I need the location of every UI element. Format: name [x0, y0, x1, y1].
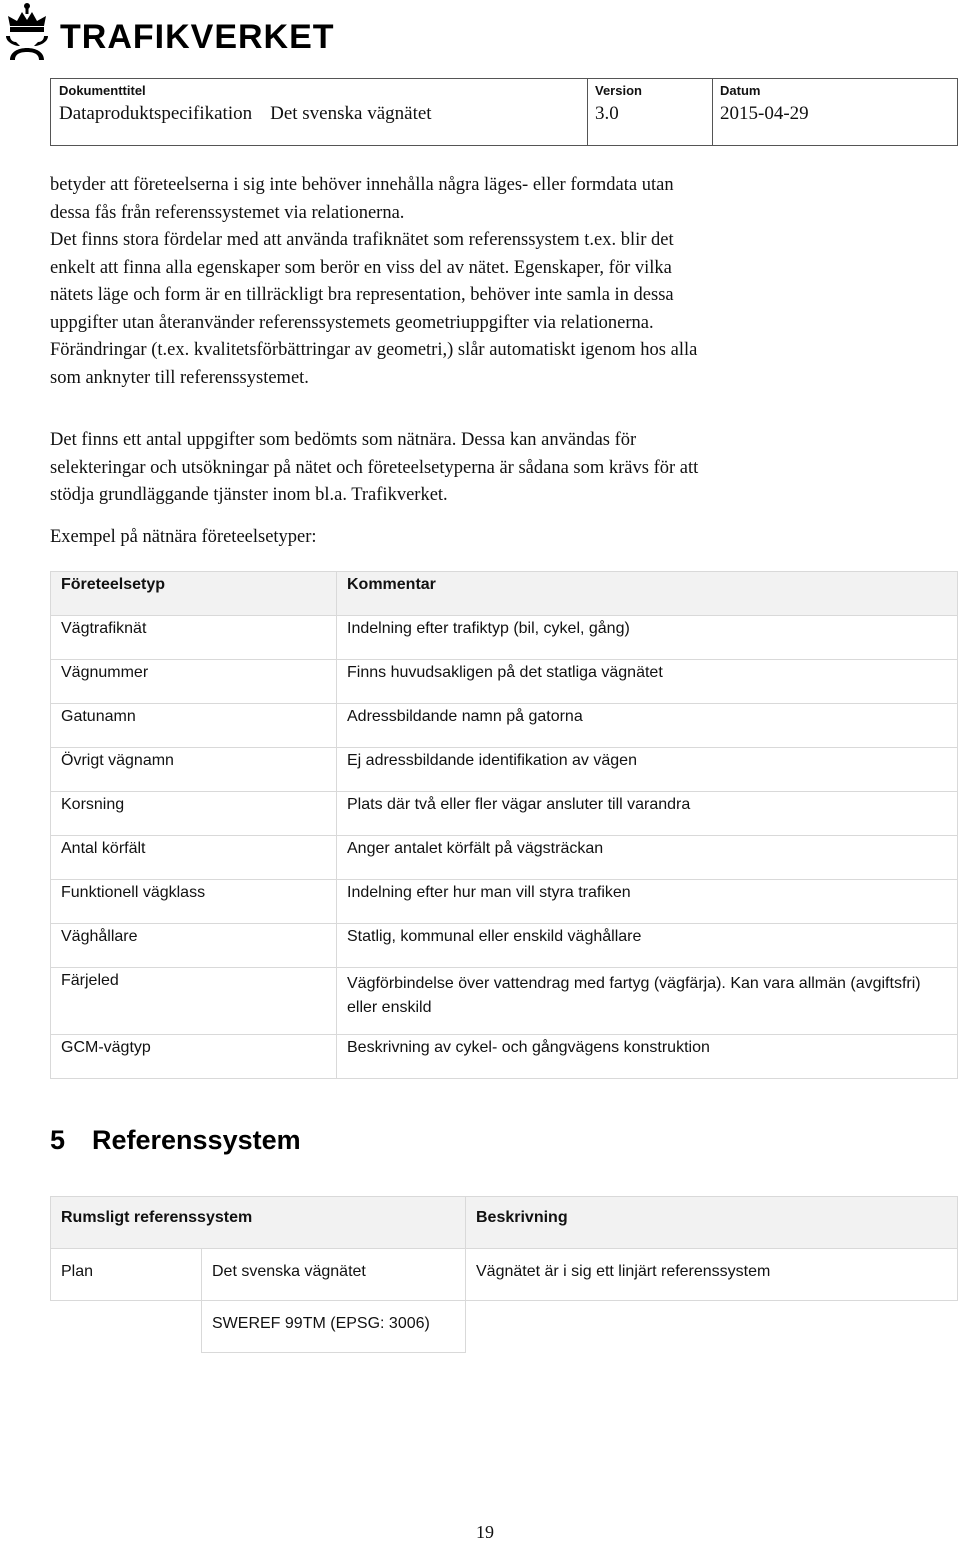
table-row	[51, 616, 958, 660]
cell-comment: Vägförbindelse över vattendrag med fartyg (vägfärja). Kan vara allmän (avgiftsfri) eller enskild	[337, 968, 958, 1035]
cell-comment: Ej adressbildande identifikation av vägen	[337, 748, 958, 792]
table-row	[51, 660, 958, 704]
doc-title-part2: Det svenska vägnätet	[270, 103, 432, 124]
document-header-table	[50, 78, 958, 146]
cell-plan: Plan	[51, 1249, 202, 1301]
cell-type: Vägtrafiknät	[51, 616, 337, 660]
doc-title-value	[59, 103, 432, 125]
table-row	[51, 836, 958, 880]
text-line: selekteringar och utsökningar på nätet och företeelsetyperna är sådana som krävs för att	[50, 457, 699, 478]
cell-comment: Indelning efter hur man vill styra trafiken	[337, 880, 958, 924]
trafikverket-logo	[4, 2, 335, 62]
cell-type: GCM-vägtyp	[51, 1035, 337, 1079]
referenssystem-table	[50, 1196, 958, 1353]
version-label: Version	[595, 83, 642, 98]
text-line: enkelt att finna alla egenskaper som berör en viss del av nätet. Egenskaper, för vilka	[50, 257, 672, 278]
table-row	[51, 880, 958, 924]
date-cell	[712, 79, 957, 145]
text-line: Det finns stora fördelar med att använda trafiknätet som referenssystem t.ex. blir det	[50, 230, 674, 250]
paragraph-example-intro	[50, 524, 930, 552]
text-line: stödja grundläggande tjänster inom bl.a. Trafikverket.	[50, 485, 448, 505]
section-title: Referenssystem	[92, 1125, 301, 1155]
logo-text: TRAFIKVERKET	[60, 17, 335, 56]
table-row	[51, 1249, 958, 1301]
section-heading-referenssystem	[50, 1125, 301, 1156]
doc-title-cell	[51, 79, 588, 145]
paragraph-referenssystem-intro	[50, 172, 930, 392]
text-line: betyder att företeelserna i sig inte behöver innehålla några läges- eller formdata utan	[50, 175, 674, 195]
version-cell	[587, 79, 713, 145]
cell-empty	[51, 1301, 202, 1353]
cell-type: Antal körfält	[51, 836, 337, 880]
cell-comment: Indelning efter trafiktyp (bil, cykel, gång)	[337, 616, 958, 660]
text-line: nätets läge och form är en tillräckligt bra representation, behöver inte samla in dessa	[50, 285, 674, 305]
version-value: 3.0	[595, 103, 619, 124]
cell-comment: Adressbildande namn på gatorna	[337, 704, 958, 748]
cell-type: Färjeled	[51, 968, 337, 1035]
column-header-foreteelsetyp: Företeelsetyp	[51, 572, 337, 616]
doc-title-label: Dokumenttitel	[59, 83, 146, 98]
cell-comment: Plats där två eller fler vägar ansluter till varandra	[337, 792, 958, 836]
text-line: uppgifter utan återanvänder referenssystemets geometriuppgifter via relationerna.	[50, 312, 654, 333]
text-line: Förändringar (t.ex. kvalitetsförbättringar av geometri,) slår automatiskt igenom hos alla	[50, 340, 698, 360]
text-line: Exempel på nätnära företeelsetyper:	[50, 527, 317, 547]
paragraph-natnara	[50, 427, 930, 510]
text-line: som anknyter till referenssystemet.	[50, 367, 309, 388]
column-header-beskrivning: Beskrivning	[466, 1197, 958, 1249]
page-number: 19	[476, 1522, 494, 1542]
natnara-foreteelsetyper-table	[50, 571, 958, 1079]
text-line: Det finns ett antal uppgifter som bedömts som nätnära. Dessa kan användas för	[50, 430, 637, 450]
cell-type: Korsning	[51, 792, 337, 836]
table-header-row	[51, 1197, 958, 1249]
cell-system: SWEREF 99TM (EPSG: 3006)	[202, 1301, 466, 1353]
cell-comment: Statlig, kommunal eller enskild väghållare	[337, 924, 958, 968]
doc-title-part1: Dataproduktspecifikation	[59, 103, 253, 124]
date-label: Datum	[720, 83, 761, 98]
cell-type: Vägnummer	[51, 660, 337, 704]
cell-system: Det svenska vägnätet	[202, 1249, 466, 1301]
table-header-row	[51, 572, 958, 616]
table-row	[51, 792, 958, 836]
table-row	[51, 748, 958, 792]
table-row	[51, 924, 958, 968]
text-line: dessa fås från referenssystemet via relationerna.	[50, 202, 405, 223]
section-number: 5	[50, 1125, 66, 1155]
column-header-rumsligt: Rumsligt referenssystem	[51, 1197, 466, 1249]
cell-empty	[466, 1301, 958, 1353]
cell-type: Funktionell vägklass	[51, 880, 337, 924]
table-row	[51, 1035, 958, 1079]
table-row	[51, 704, 958, 748]
crown-icon	[4, 2, 50, 62]
cell-comment: Finns huvudsakligen på det statliga vägnätet	[337, 660, 958, 704]
cell-comment: Beskrivning av cykel- och gångvägens konstruktion	[337, 1035, 958, 1079]
column-header-kommentar: Kommentar	[337, 572, 958, 616]
cell-comment: Anger antalet körfält på vägsträckan	[337, 836, 958, 880]
cell-type: Övrigt vägnamn	[51, 748, 337, 792]
cell-type: Väghållare	[51, 924, 337, 968]
date-value: 2015-04-29	[720, 103, 809, 124]
table-row	[51, 968, 958, 1035]
cell-description: Vägnätet är i sig ett linjärt referenssystem	[466, 1249, 958, 1301]
table-row	[51, 1301, 958, 1353]
cell-type: Gatunamn	[51, 704, 337, 748]
